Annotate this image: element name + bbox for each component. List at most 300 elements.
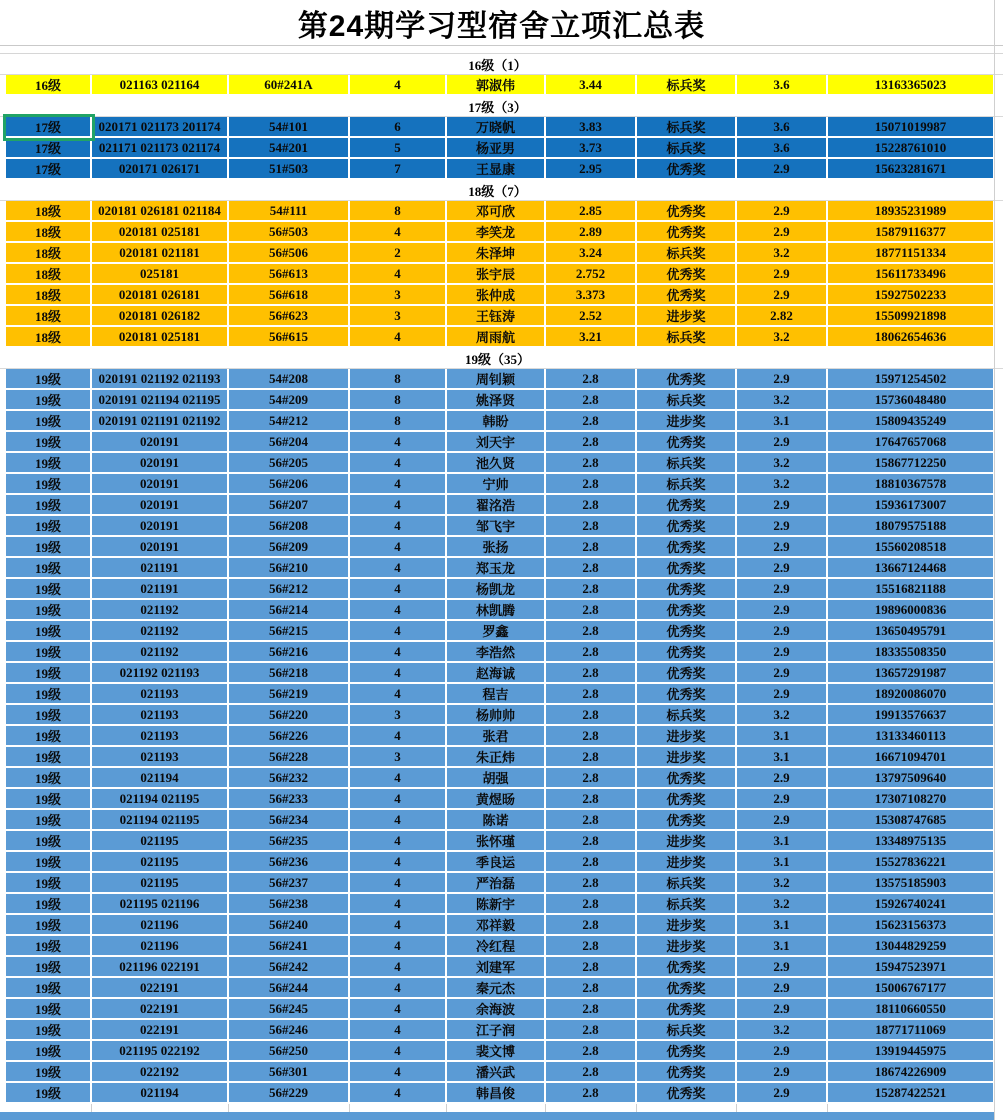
member-count-cell[interactable]: 4 bbox=[350, 978, 447, 999]
gpa-cell[interactable]: 2.8 bbox=[546, 915, 637, 936]
name-cell[interactable]: 王显康 bbox=[447, 159, 546, 180]
grade-cell[interactable]: 19级 bbox=[6, 474, 92, 495]
gpa-cell[interactable]: 2.8 bbox=[546, 558, 637, 579]
dorm-number-cell[interactable]: 56#241 bbox=[229, 936, 350, 957]
score-cell[interactable]: 3.2 bbox=[737, 453, 828, 474]
score-cell[interactable]: 2.9 bbox=[737, 642, 828, 663]
phone-cell[interactable]: 15228761010 bbox=[828, 138, 995, 159]
member-count-cell[interactable]: 4 bbox=[350, 495, 447, 516]
name-cell[interactable]: 王钰涛 bbox=[447, 306, 546, 327]
score-cell[interactable]: 2.9 bbox=[737, 222, 828, 243]
member-count-cell[interactable]: 3 bbox=[350, 747, 447, 768]
name-cell[interactable]: 冷红程 bbox=[447, 936, 546, 957]
dorm-number-cell[interactable]: 56#623 bbox=[229, 306, 350, 327]
dorm-number-cell[interactable]: 56#220 bbox=[229, 705, 350, 726]
dorm-number-cell[interactable]: 56#234 bbox=[229, 810, 350, 831]
dorm-number-cell[interactable]: 56#246 bbox=[229, 1020, 350, 1041]
name-cell[interactable]: 韩盼 bbox=[447, 411, 546, 432]
student-ids-cell[interactable]: 021195 bbox=[92, 852, 229, 873]
phone-cell[interactable]: 18062654636 bbox=[828, 327, 995, 348]
grade-cell[interactable]: 19级 bbox=[6, 873, 92, 894]
section-header[interactable] bbox=[0, 54, 1003, 75]
student-ids-cell[interactable]: 022191 bbox=[92, 1020, 229, 1041]
score-cell[interactable]: 2.9 bbox=[737, 684, 828, 705]
score-cell[interactable]: 3.1 bbox=[737, 831, 828, 852]
score-cell[interactable]: 2.9 bbox=[737, 978, 828, 999]
name-cell[interactable]: 张宇辰 bbox=[447, 264, 546, 285]
dorm-number-cell[interactable]: 56#206 bbox=[229, 474, 350, 495]
student-ids-cell[interactable]: 021193 bbox=[92, 684, 229, 705]
dorm-number-cell[interactable]: 56#237 bbox=[229, 873, 350, 894]
name-cell[interactable]: 张仲成 bbox=[447, 285, 546, 306]
dorm-number-cell[interactable]: 56#212 bbox=[229, 579, 350, 600]
grade-cell[interactable]: 19级 bbox=[6, 600, 92, 621]
score-cell[interactable]: 2.9 bbox=[737, 768, 828, 789]
grade-cell-selected[interactable]: 17级 bbox=[6, 117, 92, 138]
phone-cell[interactable]: 15516821188 bbox=[828, 579, 995, 600]
award-cell[interactable]: 进步奖 bbox=[637, 306, 737, 327]
name-cell[interactable]: 张扬 bbox=[447, 537, 546, 558]
empty-cell[interactable] bbox=[0, 1104, 92, 1112]
grade-cell[interactable]: 17级 bbox=[6, 159, 92, 180]
award-cell[interactable]: 进步奖 bbox=[637, 936, 737, 957]
member-count-cell[interactable]: 4 bbox=[350, 537, 447, 558]
grade-cell[interactable]: 19级 bbox=[6, 516, 92, 537]
name-cell[interactable]: 严治磊 bbox=[447, 873, 546, 894]
phone-cell[interactable]: 15809435249 bbox=[828, 411, 995, 432]
section-header[interactable] bbox=[0, 180, 1003, 201]
gpa-cell[interactable]: 3.83 bbox=[546, 117, 637, 138]
grade-cell[interactable]: 19级 bbox=[6, 831, 92, 852]
award-cell[interactable]: 进步奖 bbox=[637, 852, 737, 873]
phone-cell[interactable]: 17647657068 bbox=[828, 432, 995, 453]
grade-cell[interactable]: 19级 bbox=[6, 726, 92, 747]
score-cell[interactable]: 3.1 bbox=[737, 747, 828, 768]
award-cell[interactable]: 优秀奖 bbox=[637, 789, 737, 810]
student-ids-cell[interactable]: 020191 021192 021193 bbox=[92, 369, 229, 390]
gpa-cell[interactable]: 2.8 bbox=[546, 999, 637, 1020]
grade-cell[interactable]: 19级 bbox=[6, 390, 92, 411]
dorm-number-cell[interactable]: 56#204 bbox=[229, 432, 350, 453]
grade-cell[interactable]: 18级 bbox=[6, 222, 92, 243]
member-count-cell[interactable]: 4 bbox=[350, 852, 447, 873]
dorm-number-cell[interactable]: 56#613 bbox=[229, 264, 350, 285]
student-ids-cell[interactable]: 021192 bbox=[92, 600, 229, 621]
gpa-cell[interactable]: 2.8 bbox=[546, 432, 637, 453]
member-count-cell[interactable]: 4 bbox=[350, 516, 447, 537]
name-cell[interactable]: 杨亚男 bbox=[447, 138, 546, 159]
student-ids-cell[interactable]: 020191 bbox=[92, 516, 229, 537]
member-count-cell[interactable]: 3 bbox=[350, 705, 447, 726]
gpa-cell[interactable]: 2.8 bbox=[546, 474, 637, 495]
member-count-cell[interactable]: 8 bbox=[350, 390, 447, 411]
name-cell[interactable]: 郑玉龙 bbox=[447, 558, 546, 579]
member-count-cell[interactable]: 4 bbox=[350, 789, 447, 810]
gpa-cell[interactable]: 2.8 bbox=[546, 684, 637, 705]
gpa-cell[interactable]: 2.8 bbox=[546, 600, 637, 621]
name-cell[interactable]: 杨帅帅 bbox=[447, 705, 546, 726]
name-cell[interactable]: 江子润 bbox=[447, 1020, 546, 1041]
grade-cell[interactable]: 19级 bbox=[6, 705, 92, 726]
student-ids-cell[interactable]: 020181 026181 021184 bbox=[92, 201, 229, 222]
score-cell[interactable]: 2.9 bbox=[737, 264, 828, 285]
score-cell[interactable]: 2.9 bbox=[737, 579, 828, 600]
empty-cell[interactable] bbox=[92, 1104, 229, 1112]
member-count-cell[interactable]: 4 bbox=[350, 75, 447, 96]
dorm-number-cell[interactable]: 54#101 bbox=[229, 117, 350, 138]
gpa-cell[interactable]: 2.8 bbox=[546, 873, 637, 894]
score-cell[interactable]: 2.9 bbox=[737, 201, 828, 222]
phone-cell[interactable]: 13348975135 bbox=[828, 831, 995, 852]
name-cell[interactable]: 李笑龙 bbox=[447, 222, 546, 243]
student-ids-cell[interactable]: 021192 bbox=[92, 621, 229, 642]
gpa-cell[interactable]: 2.52 bbox=[546, 306, 637, 327]
student-ids-cell[interactable]: 020191 bbox=[92, 537, 229, 558]
gpa-cell[interactable]: 2.8 bbox=[546, 621, 637, 642]
member-count-cell[interactable]: 4 bbox=[350, 453, 447, 474]
score-cell[interactable]: 2.9 bbox=[737, 558, 828, 579]
dorm-number-cell[interactable]: 56#506 bbox=[229, 243, 350, 264]
score-cell[interactable]: 3.6 bbox=[737, 138, 828, 159]
dorm-number-cell[interactable]: 54#209 bbox=[229, 390, 350, 411]
score-cell[interactable]: 2.9 bbox=[737, 369, 828, 390]
gpa-cell[interactable]: 2.8 bbox=[546, 1062, 637, 1083]
grade-cell[interactable]: 19级 bbox=[6, 1062, 92, 1083]
score-cell[interactable]: 2.9 bbox=[737, 516, 828, 537]
student-ids-cell[interactable]: 021195 bbox=[92, 831, 229, 852]
phone-cell[interactable]: 18771151334 bbox=[828, 243, 995, 264]
student-ids-cell[interactable]: 021163 021164 bbox=[92, 75, 229, 96]
name-cell[interactable]: 韩昌俊 bbox=[447, 1083, 546, 1104]
dorm-number-cell[interactable]: 56#208 bbox=[229, 516, 350, 537]
grade-cell[interactable]: 19级 bbox=[6, 411, 92, 432]
phone-cell[interactable]: 17307108270 bbox=[828, 789, 995, 810]
phone-cell[interactable]: 15736048480 bbox=[828, 390, 995, 411]
member-count-cell[interactable]: 4 bbox=[350, 831, 447, 852]
phone-cell[interactable]: 18110660550 bbox=[828, 999, 995, 1020]
phone-cell[interactable]: 15527836221 bbox=[828, 852, 995, 873]
grade-cell[interactable]: 19级 bbox=[6, 537, 92, 558]
member-count-cell[interactable]: 4 bbox=[350, 957, 447, 978]
award-cell[interactable]: 优秀奖 bbox=[637, 978, 737, 999]
gpa-cell[interactable]: 3.73 bbox=[546, 138, 637, 159]
name-cell[interactable]: 朱正炜 bbox=[447, 747, 546, 768]
grade-cell[interactable]: 19级 bbox=[6, 789, 92, 810]
gpa-cell[interactable]: 3.21 bbox=[546, 327, 637, 348]
name-cell[interactable]: 季良运 bbox=[447, 852, 546, 873]
dorm-number-cell[interactable]: 56#216 bbox=[229, 642, 350, 663]
name-cell[interactable]: 张君 bbox=[447, 726, 546, 747]
award-cell[interactable]: 优秀奖 bbox=[637, 201, 737, 222]
name-cell[interactable]: 宁帅 bbox=[447, 474, 546, 495]
score-cell[interactable]: 3.2 bbox=[737, 474, 828, 495]
award-cell[interactable]: 进步奖 bbox=[637, 726, 737, 747]
member-count-cell[interactable]: 4 bbox=[350, 621, 447, 642]
dorm-number-cell[interactable]: 56#618 bbox=[229, 285, 350, 306]
award-cell[interactable]: 标兵奖 bbox=[637, 138, 737, 159]
phone-cell[interactable]: 15867712250 bbox=[828, 453, 995, 474]
student-ids-cell[interactable]: 022192 bbox=[92, 1062, 229, 1083]
name-cell[interactable]: 罗鑫 bbox=[447, 621, 546, 642]
score-cell[interactable]: 2.9 bbox=[737, 1062, 828, 1083]
dorm-number-cell[interactable]: 56#245 bbox=[229, 999, 350, 1020]
score-cell[interactable]: 3.2 bbox=[737, 243, 828, 264]
name-cell[interactable]: 周雨航 bbox=[447, 327, 546, 348]
score-cell[interactable]: 2.9 bbox=[737, 810, 828, 831]
phone-cell[interactable]: 15560208518 bbox=[828, 537, 995, 558]
name-cell[interactable]: 邹飞宇 bbox=[447, 516, 546, 537]
award-cell[interactable]: 进步奖 bbox=[637, 831, 737, 852]
award-cell[interactable]: 优秀奖 bbox=[637, 768, 737, 789]
award-cell[interactable]: 优秀奖 bbox=[637, 999, 737, 1020]
phone-cell[interactable]: 15936173007 bbox=[828, 495, 995, 516]
empty-cell[interactable] bbox=[828, 1104, 995, 1112]
dorm-number-cell[interactable]: 56#207 bbox=[229, 495, 350, 516]
student-ids-cell[interactable]: 021191 bbox=[92, 558, 229, 579]
student-ids-cell[interactable]: 021194 021195 bbox=[92, 810, 229, 831]
gpa-cell[interactable]: 2.8 bbox=[546, 453, 637, 474]
student-ids-cell[interactable]: 021171 021173 021174 bbox=[92, 138, 229, 159]
member-count-cell[interactable]: 4 bbox=[350, 264, 447, 285]
student-ids-cell[interactable]: 025181 bbox=[92, 264, 229, 285]
grade-cell[interactable]: 19级 bbox=[6, 894, 92, 915]
award-cell[interactable]: 优秀奖 bbox=[637, 285, 737, 306]
score-cell[interactable]: 3.2 bbox=[737, 894, 828, 915]
award-cell[interactable]: 优秀奖 bbox=[637, 558, 737, 579]
member-count-cell[interactable]: 4 bbox=[350, 474, 447, 495]
student-ids-cell[interactable]: 021195 022192 bbox=[92, 1041, 229, 1062]
award-cell[interactable]: 优秀奖 bbox=[637, 1041, 737, 1062]
phone-cell[interactable]: 18935231989 bbox=[828, 201, 995, 222]
score-cell[interactable]: 3.1 bbox=[737, 411, 828, 432]
dorm-number-cell[interactable]: 56#233 bbox=[229, 789, 350, 810]
award-cell[interactable]: 优秀奖 bbox=[637, 369, 737, 390]
gpa-cell[interactable]: 2.8 bbox=[546, 1041, 637, 1062]
score-cell[interactable]: 2.9 bbox=[737, 600, 828, 621]
award-cell[interactable]: 优秀奖 bbox=[637, 432, 737, 453]
score-cell[interactable]: 3.2 bbox=[737, 327, 828, 348]
name-cell[interactable]: 刘建军 bbox=[447, 957, 546, 978]
grade-cell[interactable]: 19级 bbox=[6, 747, 92, 768]
phone-cell[interactable]: 13667124468 bbox=[828, 558, 995, 579]
member-count-cell[interactable]: 5 bbox=[350, 138, 447, 159]
grade-cell[interactable]: 18级 bbox=[6, 201, 92, 222]
student-ids-cell[interactable]: 021195 021196 bbox=[92, 894, 229, 915]
score-cell[interactable]: 2.9 bbox=[737, 957, 828, 978]
student-ids-cell[interactable]: 021194 021195 bbox=[92, 789, 229, 810]
student-ids-cell[interactable]: 021195 bbox=[92, 873, 229, 894]
phone-cell[interactable]: 15623156373 bbox=[828, 915, 995, 936]
award-cell[interactable]: 进步奖 bbox=[637, 915, 737, 936]
dorm-number-cell[interactable]: 56#503 bbox=[229, 222, 350, 243]
name-cell[interactable]: 陈新宇 bbox=[447, 894, 546, 915]
grade-cell[interactable]: 19级 bbox=[6, 453, 92, 474]
award-cell[interactable]: 标兵奖 bbox=[637, 243, 737, 264]
member-count-cell[interactable]: 4 bbox=[350, 768, 447, 789]
score-cell[interactable]: 3.6 bbox=[737, 117, 828, 138]
name-cell[interactable]: 邓祥毅 bbox=[447, 915, 546, 936]
phone-cell[interactable]: 15006767177 bbox=[828, 978, 995, 999]
score-cell[interactable]: 2.9 bbox=[737, 999, 828, 1020]
gpa-cell[interactable]: 2.8 bbox=[546, 957, 637, 978]
award-cell[interactable]: 优秀奖 bbox=[637, 537, 737, 558]
gpa-cell[interactable]: 2.8 bbox=[546, 831, 637, 852]
grade-cell[interactable]: 16级 bbox=[6, 75, 92, 96]
member-count-cell[interactable]: 4 bbox=[350, 726, 447, 747]
score-cell[interactable]: 2.9 bbox=[737, 285, 828, 306]
gpa-cell[interactable]: 2.85 bbox=[546, 201, 637, 222]
grade-cell[interactable]: 19级 bbox=[6, 579, 92, 600]
phone-cell[interactable]: 15611733496 bbox=[828, 264, 995, 285]
grade-cell[interactable]: 19级 bbox=[6, 621, 92, 642]
dorm-number-cell[interactable]: 56#235 bbox=[229, 831, 350, 852]
dorm-number-cell[interactable]: 56#250 bbox=[229, 1041, 350, 1062]
member-count-cell[interactable]: 4 bbox=[350, 600, 447, 621]
empty-cell[interactable] bbox=[737, 1104, 828, 1112]
phone-cell[interactable]: 13575185903 bbox=[828, 873, 995, 894]
score-cell[interactable]: 2.9 bbox=[737, 663, 828, 684]
phone-cell[interactable]: 18079575188 bbox=[828, 516, 995, 537]
member-count-cell[interactable]: 4 bbox=[350, 1062, 447, 1083]
name-cell[interactable]: 余海波 bbox=[447, 999, 546, 1020]
dorm-number-cell[interactable]: 56#228 bbox=[229, 747, 350, 768]
award-cell[interactable]: 标兵奖 bbox=[637, 390, 737, 411]
grade-cell[interactable]: 18级 bbox=[6, 264, 92, 285]
name-cell[interactable]: 朱泽坤 bbox=[447, 243, 546, 264]
member-count-cell[interactable]: 4 bbox=[350, 642, 447, 663]
member-count-cell[interactable]: 4 bbox=[350, 810, 447, 831]
award-cell[interactable]: 优秀奖 bbox=[637, 684, 737, 705]
award-cell[interactable]: 标兵奖 bbox=[637, 873, 737, 894]
phone-cell[interactable]: 13133460113 bbox=[828, 726, 995, 747]
name-cell[interactable]: 杨凯龙 bbox=[447, 579, 546, 600]
phone-cell[interactable]: 15623281671 bbox=[828, 159, 995, 180]
section-header[interactable] bbox=[0, 96, 1003, 117]
grade-cell[interactable]: 19级 bbox=[6, 432, 92, 453]
score-cell[interactable]: 3.1 bbox=[737, 726, 828, 747]
name-cell[interactable]: 翟洺浩 bbox=[447, 495, 546, 516]
award-cell[interactable]: 优秀奖 bbox=[637, 621, 737, 642]
phone-cell[interactable]: 16671094701 bbox=[828, 747, 995, 768]
student-ids-cell[interactable]: 020181 025181 bbox=[92, 327, 229, 348]
phone-cell[interactable]: 15879116377 bbox=[828, 222, 995, 243]
name-cell[interactable]: 刘天宇 bbox=[447, 432, 546, 453]
empty-cell[interactable] bbox=[637, 1104, 737, 1112]
member-count-cell[interactable]: 4 bbox=[350, 915, 447, 936]
gpa-cell[interactable]: 2.8 bbox=[546, 390, 637, 411]
grade-cell[interactable]: 19级 bbox=[6, 663, 92, 684]
score-cell[interactable]: 3.6 bbox=[737, 75, 828, 96]
grade-cell[interactable]: 18级 bbox=[6, 285, 92, 306]
gpa-cell[interactable]: 2.8 bbox=[546, 579, 637, 600]
score-cell[interactable]: 2.9 bbox=[737, 495, 828, 516]
empty-cell[interactable] bbox=[546, 1104, 637, 1112]
dorm-number-cell[interactable]: 56#301 bbox=[229, 1062, 350, 1083]
award-cell[interactable]: 优秀奖 bbox=[637, 516, 737, 537]
gpa-cell[interactable]: 2.8 bbox=[546, 369, 637, 390]
name-cell[interactable]: 黄煜旸 bbox=[447, 789, 546, 810]
grade-cell[interactable]: 19级 bbox=[6, 684, 92, 705]
dorm-number-cell[interactable]: 51#503 bbox=[229, 159, 350, 180]
award-cell[interactable]: 标兵奖 bbox=[637, 75, 737, 96]
grade-cell[interactable]: 19级 bbox=[6, 495, 92, 516]
student-ids-cell[interactable]: 020181 021181 bbox=[92, 243, 229, 264]
member-count-cell[interactable]: 4 bbox=[350, 873, 447, 894]
name-cell[interactable]: 姚泽贤 bbox=[447, 390, 546, 411]
dorm-number-cell[interactable]: 56#232 bbox=[229, 768, 350, 789]
name-cell[interactable]: 裴文博 bbox=[447, 1041, 546, 1062]
gpa-cell[interactable]: 2.8 bbox=[546, 642, 637, 663]
grade-cell[interactable]: 18级 bbox=[6, 306, 92, 327]
name-cell[interactable]: 潘兴武 bbox=[447, 1062, 546, 1083]
student-ids-cell[interactable]: 020191 021194 021195 bbox=[92, 390, 229, 411]
phone-cell[interactable]: 15927502233 bbox=[828, 285, 995, 306]
dorm-number-cell[interactable]: 56#218 bbox=[229, 663, 350, 684]
dorm-number-cell[interactable]: 56#205 bbox=[229, 453, 350, 474]
score-cell[interactable]: 2.9 bbox=[737, 159, 828, 180]
dorm-number-cell[interactable]: 54#201 bbox=[229, 138, 350, 159]
dorm-number-cell[interactable]: 60#241A bbox=[229, 75, 350, 96]
grade-cell[interactable]: 19级 bbox=[6, 1041, 92, 1062]
member-count-cell[interactable]: 6 bbox=[350, 117, 447, 138]
member-count-cell[interactable]: 8 bbox=[350, 201, 447, 222]
dorm-number-cell[interactable]: 56#209 bbox=[229, 537, 350, 558]
award-cell[interactable]: 优秀奖 bbox=[637, 810, 737, 831]
phone-cell[interactable]: 18674226909 bbox=[828, 1062, 995, 1083]
student-ids-cell[interactable]: 021191 bbox=[92, 579, 229, 600]
gpa-cell[interactable]: 2.8 bbox=[546, 495, 637, 516]
student-ids-cell[interactable]: 021193 bbox=[92, 747, 229, 768]
dorm-number-cell[interactable]: 56#229 bbox=[229, 1083, 350, 1104]
student-ids-cell[interactable]: 021193 bbox=[92, 726, 229, 747]
gpa-cell[interactable]: 3.44 bbox=[546, 75, 637, 96]
phone-cell[interactable]: 13044829259 bbox=[828, 936, 995, 957]
gpa-cell[interactable]: 2.8 bbox=[546, 516, 637, 537]
dorm-number-cell[interactable]: 56#244 bbox=[229, 978, 350, 999]
award-cell[interactable]: 优秀奖 bbox=[637, 159, 737, 180]
name-cell[interactable]: 郭淑伟 bbox=[447, 75, 546, 96]
dorm-number-cell[interactable]: 56#238 bbox=[229, 894, 350, 915]
student-ids-cell[interactable]: 020171 026171 bbox=[92, 159, 229, 180]
name-cell[interactable]: 邓可欣 bbox=[447, 201, 546, 222]
award-cell[interactable]: 标兵奖 bbox=[637, 453, 737, 474]
student-ids-cell[interactable]: 020191 bbox=[92, 495, 229, 516]
member-count-cell[interactable]: 4 bbox=[350, 1020, 447, 1041]
grade-cell[interactable]: 18级 bbox=[6, 327, 92, 348]
grade-cell[interactable]: 17级 bbox=[6, 138, 92, 159]
name-cell[interactable]: 林凯腾 bbox=[447, 600, 546, 621]
name-cell[interactable]: 赵海诚 bbox=[447, 663, 546, 684]
student-ids-cell[interactable]: 022191 bbox=[92, 999, 229, 1020]
gpa-cell[interactable]: 2.8 bbox=[546, 411, 637, 432]
dorm-number-cell[interactable]: 56#215 bbox=[229, 621, 350, 642]
award-cell[interactable]: 优秀奖 bbox=[637, 642, 737, 663]
gpa-cell[interactable]: 2.8 bbox=[546, 705, 637, 726]
name-cell[interactable]: 周钊颖 bbox=[447, 369, 546, 390]
gpa-cell[interactable]: 2.8 bbox=[546, 936, 637, 957]
member-count-cell[interactable]: 8 bbox=[350, 411, 447, 432]
score-cell[interactable]: 2.9 bbox=[737, 1041, 828, 1062]
gpa-cell[interactable]: 2.8 bbox=[546, 537, 637, 558]
award-cell[interactable]: 优秀奖 bbox=[637, 1062, 737, 1083]
grade-cell[interactable]: 19级 bbox=[6, 558, 92, 579]
student-ids-cell[interactable]: 021196 022191 bbox=[92, 957, 229, 978]
dorm-number-cell[interactable]: 56#226 bbox=[229, 726, 350, 747]
phone-cell[interactable]: 13163365023 bbox=[828, 75, 995, 96]
name-cell[interactable]: 李浩然 bbox=[447, 642, 546, 663]
score-cell[interactable]: 3.1 bbox=[737, 915, 828, 936]
gpa-cell[interactable]: 2.8 bbox=[546, 768, 637, 789]
